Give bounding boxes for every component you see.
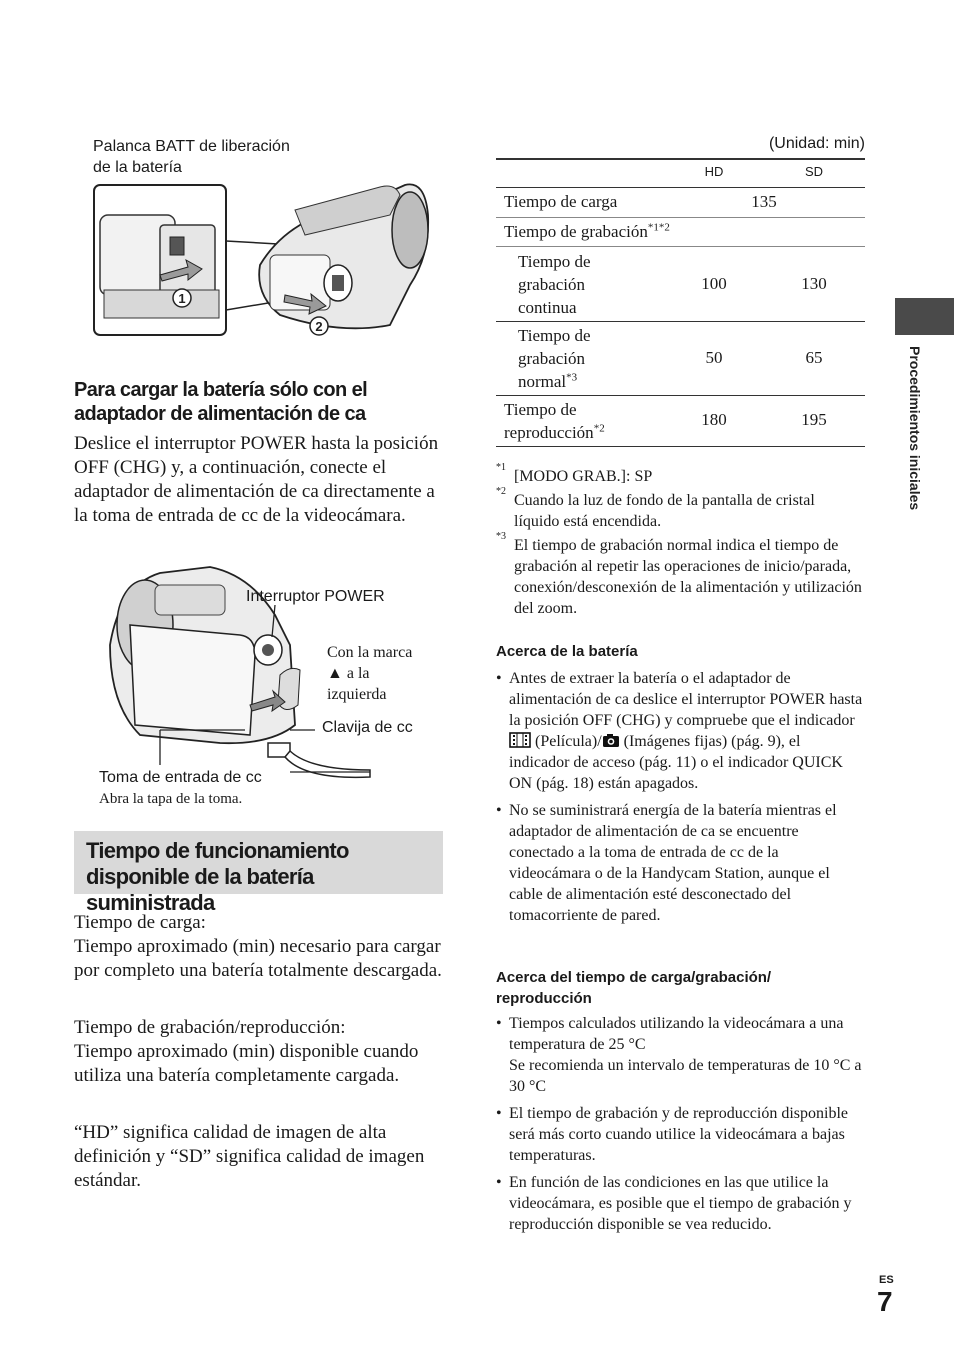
row-play-sd: 195	[801, 410, 827, 429]
row-normal-label: Tiempo de grabación normal$^{*3}$	[518, 326, 591, 391]
rec-time-body: Tiempo aproximado (min) disponible cuando utiliza una batería completamente cargada.	[74, 1041, 419, 1086]
battery-bullet-2: • No se suministrará energía de la batería mientras el adaptador de alimentación de ca se encuentre conectado a la toma de entrada de cc de la videocámara o de la Handycam Station, aunque el cable de alimentación esté desconectado del tomacorriente de pared.	[496, 800, 864, 926]
row-normal-sd: 65	[805, 348, 823, 367]
callout-2: 2	[315, 319, 323, 334]
row-cont-sd: 130	[801, 274, 827, 293]
battery-bullet-1: • Antes de extraer la batería o el adaptador de alimentación de ca deslice el interruptor POWER hasta la posición OFF (CHG) y compruebe que el indicador (Película)/ (Imágenes fijas) (pág. 9), el indicador de acceso (pág. 11) o el indicador QUICK ON (pág. 18) están apagados.	[496, 668, 864, 794]
dc-in-label: Toma de entrada de cc	[99, 769, 262, 786]
charge-time-title: Tiempo de carga:	[74, 912, 206, 933]
footnote-2: *2 Cuando la luz de fondo de la pantalla de cristal líquido está encendida.	[496, 486, 815, 530]
battery-bullets	[496, 668, 864, 932]
section-side-label: Procedimientos iniciales	[907, 346, 923, 511]
row-normal-hd: 50	[705, 348, 723, 367]
table-bottom-rule	[496, 446, 865, 447]
battery-release-illustration	[90, 175, 435, 340]
batt-lever-label: Palanca BATT de liberación de la batería	[93, 138, 290, 176]
battery-heading: Acerca de la batería	[496, 643, 638, 660]
charge-body: Deslice el interruptor POWER hasta la posición OFF (CHG) y, a continuación, conecte el adaptador de alimentación de ca directamente a la toma de entrada de cc de la videocámara.	[74, 433, 439, 526]
lcd-panel	[130, 625, 255, 735]
time-bullet-3: • En función de las condiciones en las que utilice la videocámara, es posible que el tiempo de grabación y reproducción disponible se vea reducido.	[496, 1172, 864, 1235]
language-code: ES	[879, 1274, 894, 1286]
time-heading: Acerca del tiempo de carga/grabación/ reproducción	[496, 969, 772, 1007]
page-number: 7	[877, 1286, 893, 1317]
hd-sd-para: “HD” significa calidad de imagen de alta definición y “SD” significa calidad de imagen estándar.	[74, 1122, 425, 1191]
dc-plug-label: Clavija de cc	[322, 719, 413, 736]
lens	[392, 192, 428, 268]
rec-time-title: Tiempo de grabación/reproducción:	[74, 1017, 346, 1038]
charge-time-body: Tiempo aproximado (min) necesario para cargar por completo una batería totalmente descargada.	[74, 936, 442, 981]
table-top-rule	[496, 158, 865, 160]
footnote-3: *3 El tiempo de grabación normal indica el tiempo de grabación al repetir las operaciones de inicio/parada, conexión/desconexión de la alimentación y utilización del zoom.	[496, 531, 862, 617]
footnotes	[496, 462, 864, 622]
col-hd: HD	[704, 164, 724, 179]
row-cont-hd: 100	[701, 274, 727, 293]
charge-heading: Para cargar la batería sólo con el adaptador de alimentación de ca	[74, 379, 368, 425]
time-bullet-1: • Tiempos calculados utilizando la videocámara a una temperatura de 25 °C Se recomienda un intervalo de temperaturas de 10 °C a 30 °C	[496, 1013, 864, 1097]
dc-in-sublabel: Abra la tapa de la toma.	[99, 791, 243, 807]
power-switch-label: Interruptor POWER	[246, 588, 385, 605]
footnote-1: *1 [MODO GRAB.]: SP	[496, 462, 653, 485]
time-bullets	[496, 1013, 864, 1241]
section-tab-marker	[895, 298, 954, 335]
row-play-hd: 180	[701, 410, 727, 429]
unit-label: (Unidad: min)	[768, 135, 865, 152]
row-charge-value: 135	[751, 192, 777, 211]
movie-icon	[509, 732, 531, 748]
operating-time-heading: Tiempo de funcionamiento disponible de la batería suministrada	[86, 838, 349, 915]
header-rule	[496, 187, 865, 188]
row-cont-label: Tiempo de grabación continua	[518, 252, 591, 317]
row-play-label: Tiempo de reproducción$^{*2}$	[504, 400, 605, 442]
time-bullet-2: • El tiempo de grabación y de reproducción disponible será más corto cuando utilice la videocámara a bajas temperaturas.	[496, 1103, 864, 1166]
rec-time-para	[74, 1016, 446, 1088]
mark-label: Con la marca ▲ a la izquierda	[327, 644, 413, 703]
row-charge-label: Tiempo de carga	[504, 192, 618, 211]
camera-icon	[602, 733, 620, 748]
col-sd: SD	[804, 164, 824, 179]
charge-time-para	[74, 911, 446, 983]
callout-1: 1	[178, 291, 186, 306]
operating-time-heading-box	[74, 831, 443, 915]
row-rec-label: Tiempo de grabación$^{*1*2}$	[504, 221, 670, 241]
